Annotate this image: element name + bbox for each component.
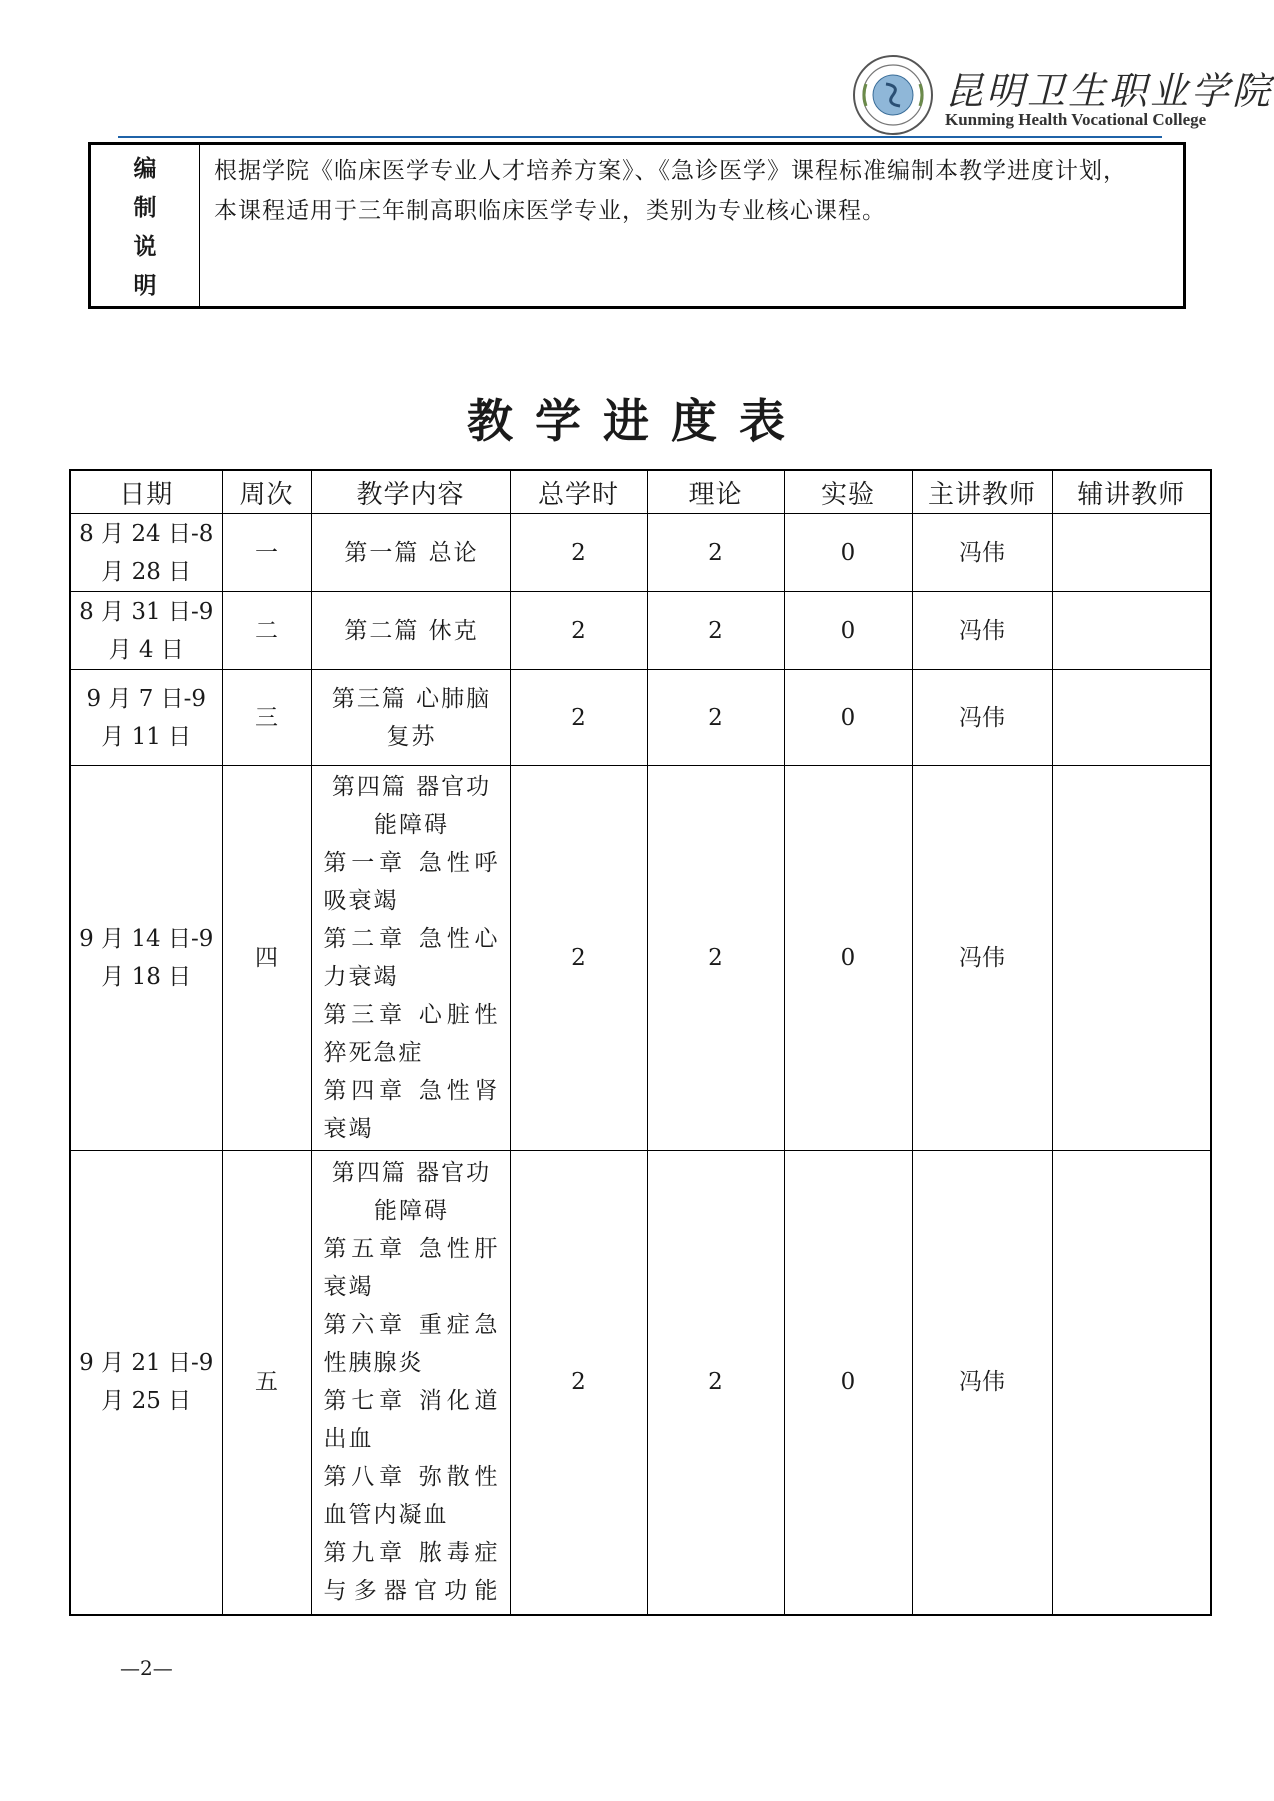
cell-theory: 2	[647, 514, 784, 592]
cell-week: 三	[222, 670, 311, 766]
content-line: 猝死急症	[323, 1040, 424, 1066]
cell-week: 五	[222, 1151, 311, 1615]
content-line: 第二章 急性心	[323, 926, 500, 952]
cell-total-hours: 2	[510, 670, 647, 766]
content-line: 性胰腺炎	[323, 1350, 424, 1377]
header-main-teacher: 主讲教师	[912, 470, 1052, 514]
cell-total-hours: 2	[510, 514, 647, 592]
compilation-note-label	[90, 144, 200, 308]
cell-lab: 0	[784, 670, 912, 766]
cell-main-teacher: 冯伟	[912, 766, 1052, 1151]
cell-assistant-teacher	[1052, 514, 1211, 592]
header-divider	[118, 136, 1162, 138]
content-line: 第四章 急性肾	[323, 1078, 500, 1104]
content-line: 能障碍	[374, 1198, 449, 1225]
cell-assistant-teacher	[1052, 670, 1211, 766]
cell-main-teacher: 冯伟	[912, 592, 1052, 670]
content-line: 第六章 重症急	[323, 1312, 500, 1339]
content-line: 第二篇 休克	[344, 617, 479, 644]
label-char: 制	[133, 194, 157, 221]
cell-theory: 2	[647, 1151, 784, 1615]
date-line: 9 月 7 日-9	[86, 685, 207, 712]
cell-week: 四	[222, 766, 311, 1151]
cell-total-hours: 2	[510, 592, 647, 670]
page-title: 教学进度表	[467, 394, 807, 448]
content-line: 能障碍	[374, 812, 449, 838]
college-seal-logo	[852, 54, 934, 136]
table-row	[70, 514, 1211, 592]
content-line: 第五章 急性肝	[323, 1236, 500, 1263]
compilation-note-text	[200, 144, 1185, 308]
content-line: 第一章 急性呼	[323, 850, 500, 876]
cell-total-hours: 2	[510, 766, 647, 1151]
date-line: 月 18 日	[101, 964, 192, 990]
content-line: 第九章 脓毒症	[323, 1540, 500, 1567]
cell-theory: 2	[647, 766, 784, 1151]
table-row	[70, 592, 1211, 670]
cell-main-teacher: 冯伟	[912, 670, 1052, 766]
cell-content	[311, 592, 510, 670]
cell-lab: 0	[784, 766, 912, 1151]
cell-lab: 0	[784, 514, 912, 592]
cell-date	[70, 1151, 222, 1615]
header-assistant-teacher: 辅讲教师	[1052, 470, 1211, 514]
cell-total-hours: 2	[510, 1151, 647, 1615]
content-line: 第七章 消化道	[323, 1388, 500, 1415]
content-line: 衰竭	[323, 1274, 374, 1301]
cell-date	[70, 766, 222, 1151]
date-line: 月 25 日	[101, 1388, 192, 1415]
date-line: 9 月 21 日-9	[79, 1350, 214, 1377]
content-line: 出血	[323, 1426, 374, 1453]
compilation-note-table	[88, 142, 1186, 309]
content-line: 第三章 心脏性	[323, 1002, 500, 1028]
cell-lab: 0	[784, 592, 912, 670]
label-char: 说	[133, 233, 157, 260]
label-char: 编	[133, 155, 157, 182]
cell-main-teacher: 冯伟	[912, 514, 1052, 592]
cell-content	[311, 766, 510, 1151]
header-total-hours: 总学时	[510, 470, 647, 514]
cell-assistant-teacher	[1052, 1151, 1211, 1615]
date-line: 8 月 24 日-8	[79, 520, 214, 547]
cell-content	[311, 1151, 510, 1615]
header-date: 日期	[70, 470, 222, 514]
table-row	[70, 766, 1211, 1151]
cell-assistant-teacher	[1052, 766, 1211, 1151]
date-line: 9 月 14 日-9	[79, 926, 214, 952]
cell-theory: 2	[647, 670, 784, 766]
date-line: 月 11 日	[101, 723, 192, 750]
content-line: 与多器官功能	[323, 1578, 500, 1605]
content-line: 第一篇 总论	[344, 539, 479, 566]
date-line: 8 月 31 日-9	[79, 598, 214, 625]
cell-week: 二	[222, 592, 311, 670]
content-line: 第四篇 器官功	[331, 1160, 492, 1187]
cell-date	[70, 592, 222, 670]
content-line: 力衰竭	[323, 964, 399, 990]
table-row	[70, 670, 1211, 766]
content-line: 第三篇 心肺脑	[331, 685, 492, 712]
header-content: 教学内容	[311, 470, 510, 514]
note-line: 根据学院《临床医学专业人才培养方案》、《急诊医学》课程标准编制本教学进度计划，	[214, 158, 1127, 184]
cell-content	[311, 670, 510, 766]
cell-date	[70, 514, 222, 592]
header-lab: 实验	[784, 470, 912, 514]
cell-main-teacher: 冯伟	[912, 1151, 1052, 1615]
page-number: —2—	[120, 1656, 173, 1680]
table-header-row	[70, 470, 1211, 514]
cell-week: 一	[222, 514, 311, 592]
cell-date	[70, 670, 222, 766]
content-line: 衰竭	[323, 1116, 374, 1142]
cell-content	[311, 514, 510, 592]
date-line: 月 4 日	[108, 636, 184, 663]
content-line: 第四篇 器官功	[331, 774, 492, 800]
content-line: 第八章 弥散性	[323, 1464, 500, 1491]
table-row	[70, 1151, 1211, 1615]
header-theory: 理论	[647, 470, 784, 514]
teaching-schedule-table	[69, 469, 1212, 1616]
content-line: 血管内凝血	[323, 1502, 449, 1529]
cell-lab: 0	[784, 1151, 912, 1615]
content-line: 吸衰竭	[323, 888, 399, 914]
cell-theory: 2	[647, 592, 784, 670]
header-week: 周次	[222, 470, 311, 514]
cell-assistant-teacher	[1052, 592, 1211, 670]
label-char: 明	[133, 272, 157, 299]
college-name-chinese: 昆明卫生职业学院	[945, 69, 1274, 113]
college-name-english: Kunming Health Vocational College	[945, 110, 1207, 129]
content-line: 复苏	[386, 723, 437, 750]
note-line: 本课程适用于三年制高职临床医学专业，类别为专业核心课程。	[214, 198, 886, 224]
date-line: 月 28 日	[101, 558, 192, 585]
